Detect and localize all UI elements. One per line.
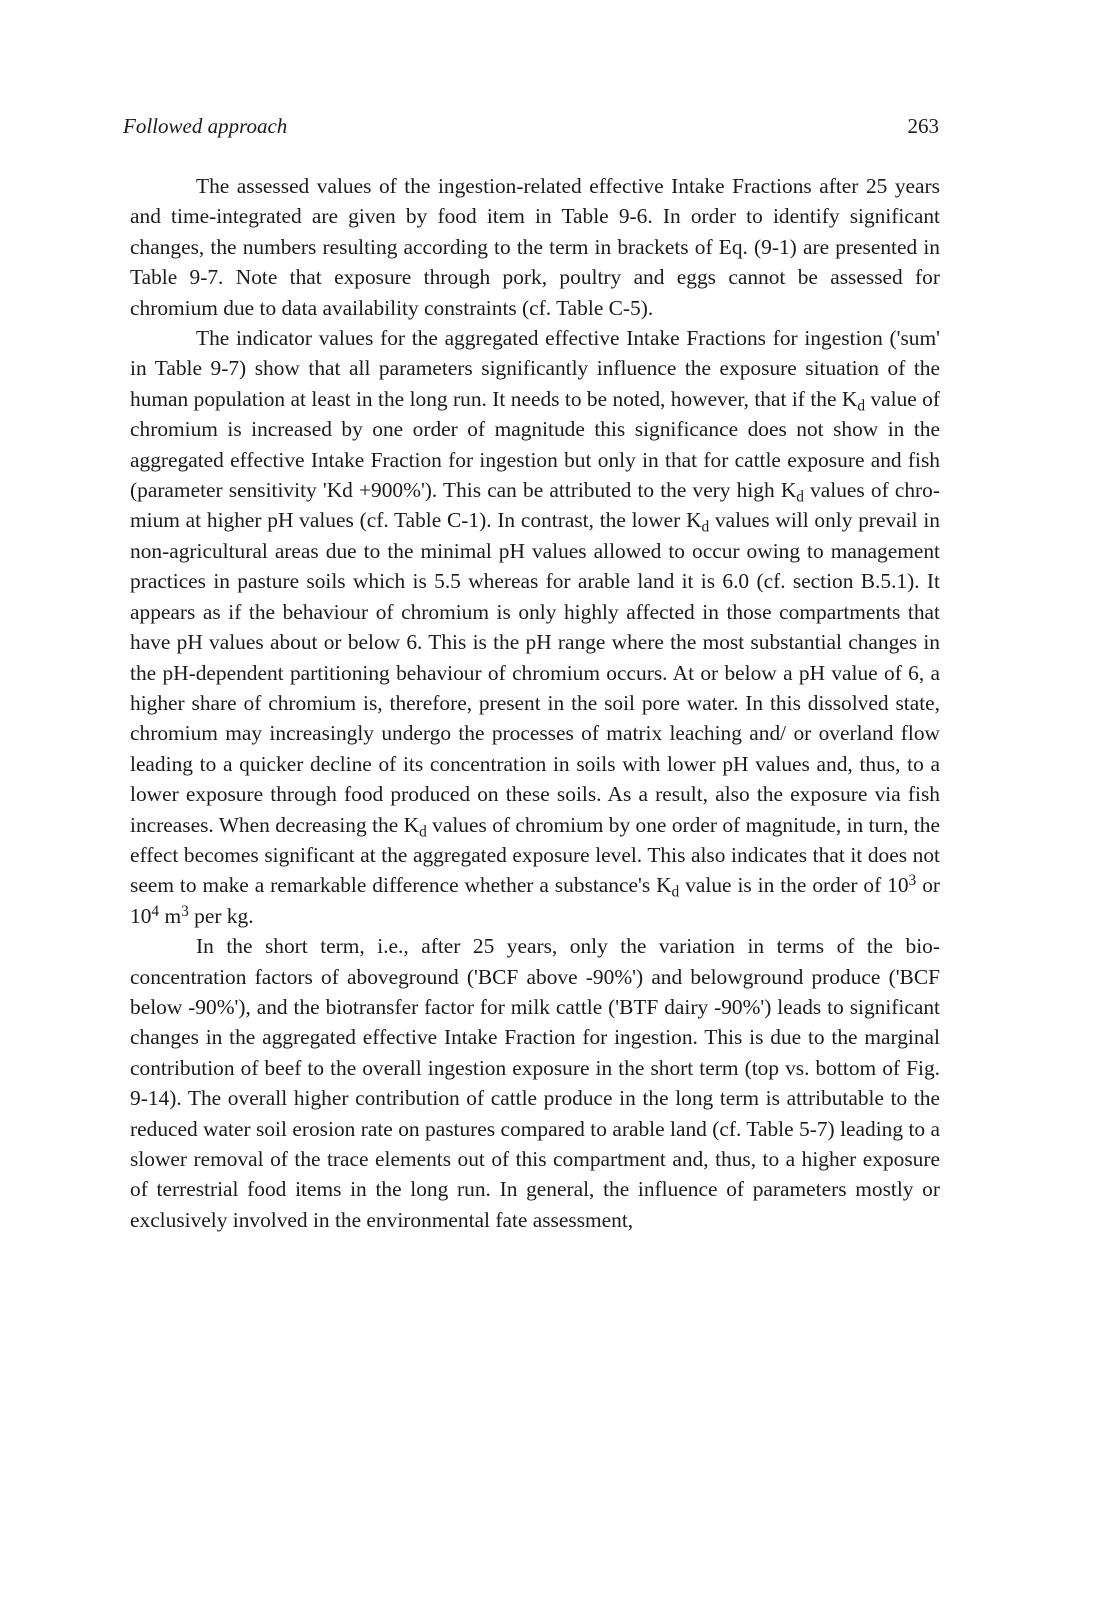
kd-symbol: K <box>686 508 702 533</box>
kd-symbol: K <box>656 873 672 898</box>
text-run: or <box>916 873 941 898</box>
text-run: values will only prevail in non-agricultural areas due to the minimal pH values allowed to occur owing to management practices in pasture soils which is 5.5 whereas for arable land it is 6.0 (cf. section B.5.1). It appears as if the behaviour of chromium is only highly affected in those compartments that have pH values about or below 6. This is the pH range where the most substantial changes in the pH-dependent partitioning behaviour of chromium occurs. At or below a pH value of 6, a higher share of chromium is, therefore, present in the soil pore water. In this dissolved state, chromium may increasingly undergo the processes of matrix leaching and/ or overland flow leading to a quicker decline of its concentration in soils with lower pH values and, thus, to a lower exposure through food produced on these soils. As a result, also the exposure via fish increases. When decreasing the <box>130 508 940 837</box>
text-run: values of chromium at higher pH values (cf. Table C-1). In contrast, the lower <box>130 478 940 533</box>
header-section-title: Followed approach <box>123 114 288 138</box>
kd-subscript: d <box>671 883 680 901</box>
paragraph-3: In the short term, i.e., after 25 years, only the variation in terms of the bioconcentration factors of aboveground ('BCF above -90%') and belowground produce ('BCF below -90%'), and the biotransfer factor for milk cattle ('BTF dairy -90%') leads to significant changes in the aggregated effective Intake Fraction for ingestion. This is due to the marginal contribution of beef to the overall ingestion exposure in the short term (top vs. bottom of Fig. 9-14). The overall higher contribution of cattle produce in the long term is attributable to the reduced water soil erosion rate on pastures compared to arable land (cf. Table 5-7) leading to a slower removal of the trace elements out of this compartment and, thus, to a higher exposure of terrestrial food items in the long run. In general, the influence of parameters mostly or exclusively involved in the environmental fate assessment, <box>130 934 940 1232</box>
unit-text: m <box>159 903 182 928</box>
text-run: The indicator values for the aggregated effective Intake Fractions for ingestion ('sum' in Table 9-7) show that all parameters significantly influence the exposure situation of the human population at least in the long run. It needs to be noted, however, that if the <box>130 326 940 411</box>
kd-subscript: d <box>857 397 866 415</box>
kd-subscript: d <box>796 488 804 506</box>
running-header <box>123 111 939 141</box>
kd-subscript: d <box>419 822 427 840</box>
kd-subscript: d <box>701 518 710 536</box>
kd-symbol: K <box>403 812 420 837</box>
power-exponent: 4 <box>151 902 160 920</box>
text-run: value of chromium is increased by one order of magnitude this significance does not show in the aggregated effective Intake Fraction for ingestion but only in that for cattle exposure and fish (parameter sensitivity 'Kd +900%'). This can be attributed to the very high <box>130 386 940 503</box>
unit-exponent: 3 <box>181 902 189 920</box>
paragraph-2 <box>130 323 940 931</box>
body-text <box>130 171 940 1235</box>
power-exponent: 3 <box>908 872 917 890</box>
kd-symbol: K <box>841 386 858 411</box>
page-number: 263 <box>907 114 939 138</box>
text-run: values of chromium by one order of magnitude, in turn, the effect becomes significant at the aggregated exposure level. This also indicates that it does not seem to make a remarkable difference whether a substance's <box>130 812 940 898</box>
text-run: value is in the order of <box>679 873 888 898</box>
paragraph-1: The assessed values of the ingestion-related effective Intake Fractions after 25 years and time-integrated are given by food item in Table 9-6. In order to identify significant changes, the numbers resulting according to the term in brackets of Eq. (9-1) are presented in Table 9-7. Note that exposure through pork, poultry and eggs cannot be assessed for chromium due to data availability constraints (cf. Table C-5). <box>130 174 940 320</box>
kd-symbol: K <box>780 478 797 503</box>
text-run: per kg. <box>188 903 254 928</box>
power-base: 10 <box>130 903 152 928</box>
power-base: 10 <box>887 873 909 898</box>
